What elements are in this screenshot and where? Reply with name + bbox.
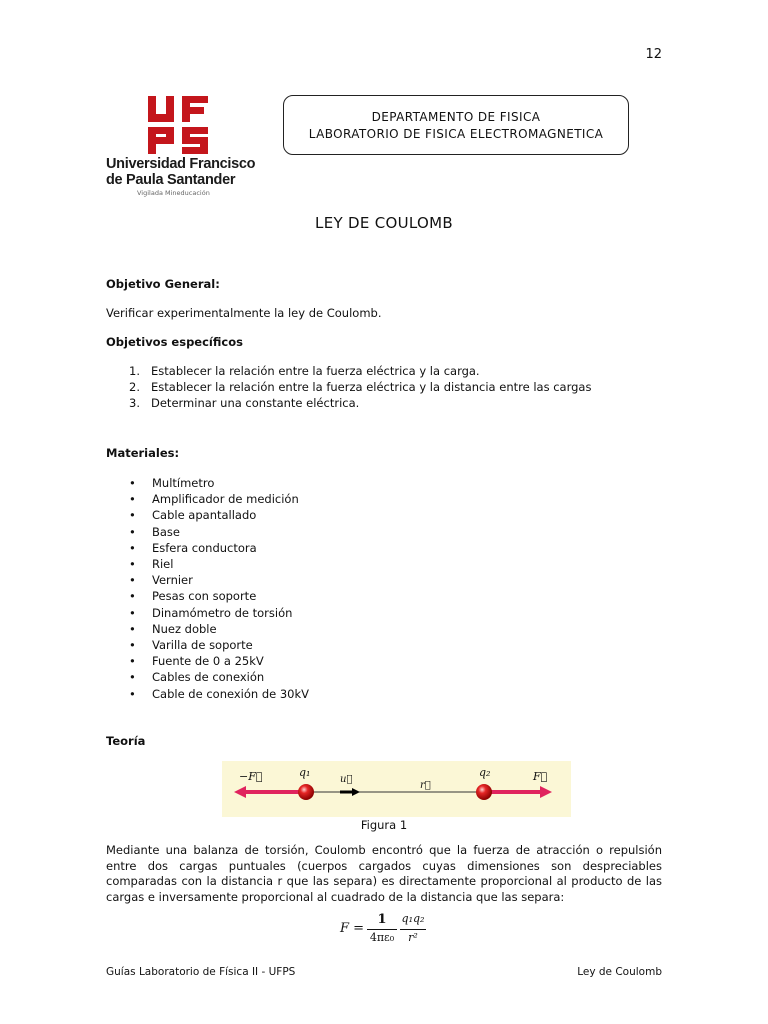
ufps-logo-mark-icon [146,94,210,156]
list-item: • Multímetro [129,476,215,490]
list-item: • Pesas con soporte [129,589,257,604]
q1-label: q₁ [299,766,311,779]
material-item-text: Amplificador de medición [152,492,299,507]
charge-q2 [476,784,492,800]
formula-lhs: F = [340,921,365,936]
material-item-text: Nuez doble [152,621,217,636]
charges-diagram [222,761,571,817]
material-item-text: Cable apantallado [152,508,257,523]
list-item: • Nuez doble [129,621,217,636]
laboratory-name: LABORATORIO DE FISICA ELECTROMAGNETICA [308,127,604,141]
list-item: • Vernier [129,573,193,588]
material-item-text: Dinamómetro de torsión [152,605,293,620]
logo-text-line1: Universidad Francisco [106,156,256,172]
materiales-heading: Materiales: [106,446,180,460]
footer-left: Guías Laboratorio de Física II - UFPS [106,966,296,978]
list-item: • Cable apantallado [129,508,257,523]
objetivo-item-text: Establecer la relación entre la fuerza eléctrica y la carga. [151,364,480,378]
material-item-text: Riel [152,557,174,572]
objetivo-item-text: Determinar una constante eléctrica. [151,396,360,410]
material-item-text: Base [152,524,181,539]
list-item: • Base [129,524,181,539]
list-item: 2. Establecer la relación entre la fuerza eléctrica y la distancia entre las cargas [129,380,592,394]
logo-text-line2: de Paula Santander [106,172,236,188]
charge-q1 [298,784,314,800]
teoria-paragraph: Mediante una balanza de torsión, Coulomb encontró que la fuerza de atracción o repulsión entre dos cargas puntuales (cuerpos cargados cuyas dimensiones son despreciables comparadas con la distancia r que las separa) es directamente proporcional al producto de las cargas e inversamente proporcional al cuadrado de la distancia que las separa: [106,843,662,904]
page-title: LEY DE COULOMB [315,214,453,232]
department-header-box [283,95,629,155]
unit-vector-label: u⃗ [340,774,353,785]
materiales-list [129,475,309,702]
list-item: • Esfera conductora [129,540,257,555]
list-item: • Cable de conexión de 30kV [129,686,310,701]
formula-frac2-numerator: q₁q₂ [401,912,425,925]
r-vector-label: r⃗ [420,780,431,791]
list-item: • Fuente de 0 a 25kV [129,654,264,669]
university-logo [106,94,256,206]
formula-frac2-denominator: r² [408,931,418,944]
material-item-text: Cables de conexión [152,670,265,685]
list-item: • Dinamómetro de torsión [129,605,293,620]
left-force-arrowhead [234,786,246,798]
teoria-heading: Teoría [106,734,146,748]
formula-frac2-bar [400,929,426,930]
formula-frac1-numerator: 1 [377,912,387,927]
formula-frac1-denominator: 4πε₀ [369,931,395,944]
list-item: • Cables de conexión [129,670,265,685]
department-name: DEPARTAMENTO DE FISICA [371,110,541,124]
material-item-text: Fuente de 0 a 25kV [152,654,264,669]
force-label: F⃗ [533,770,548,783]
material-item-text: Vernier [152,573,193,588]
neg-force-label: −F⃗ [239,770,263,783]
objetivo-general-heading: Objetivo General: [106,277,220,291]
figure-caption: Figura 1 [360,818,408,832]
objetivos-especificos-heading: Objetivos específicos [106,335,243,349]
formula-frac1-bar [367,929,397,930]
material-item-text: Pesas con soporte [152,589,257,604]
objetivo-general-text: Verificar experimentalmente la ley de Coulomb. [106,306,382,320]
q2-label: q₂ [479,766,491,779]
list-item: • Amplificador de medición [129,492,299,507]
list-item: 3. Determinar una constante eléctrica. [129,396,360,410]
unit-vector-arrowhead [352,788,360,796]
material-item-text: Esfera conductora [152,540,257,555]
coulomb-formula [340,911,430,947]
material-item-text: Varilla de soporte [152,638,253,653]
objetivos-especificos-list [129,363,591,411]
coulomb-figure [222,761,571,817]
material-item-text: Cable de conexión de 30kV [152,686,310,701]
list-item: • Riel [129,557,174,572]
logo-text-line3: Vigilada Mineducación [137,189,210,197]
objetivo-item-text: Establecer la relación entre la fuerza eléctrica y la distancia entre las cargas [151,380,592,394]
list-item: • Varilla de soporte [129,638,253,653]
right-force-arrowhead [540,786,552,798]
page-number: 12 [645,47,662,62]
footer-right: Ley de Coulomb [577,966,662,978]
material-item-text: Multímetro [152,476,215,490]
list-item: 1. Establecer la relación entre la fuerza eléctrica y la carga. [129,364,480,378]
